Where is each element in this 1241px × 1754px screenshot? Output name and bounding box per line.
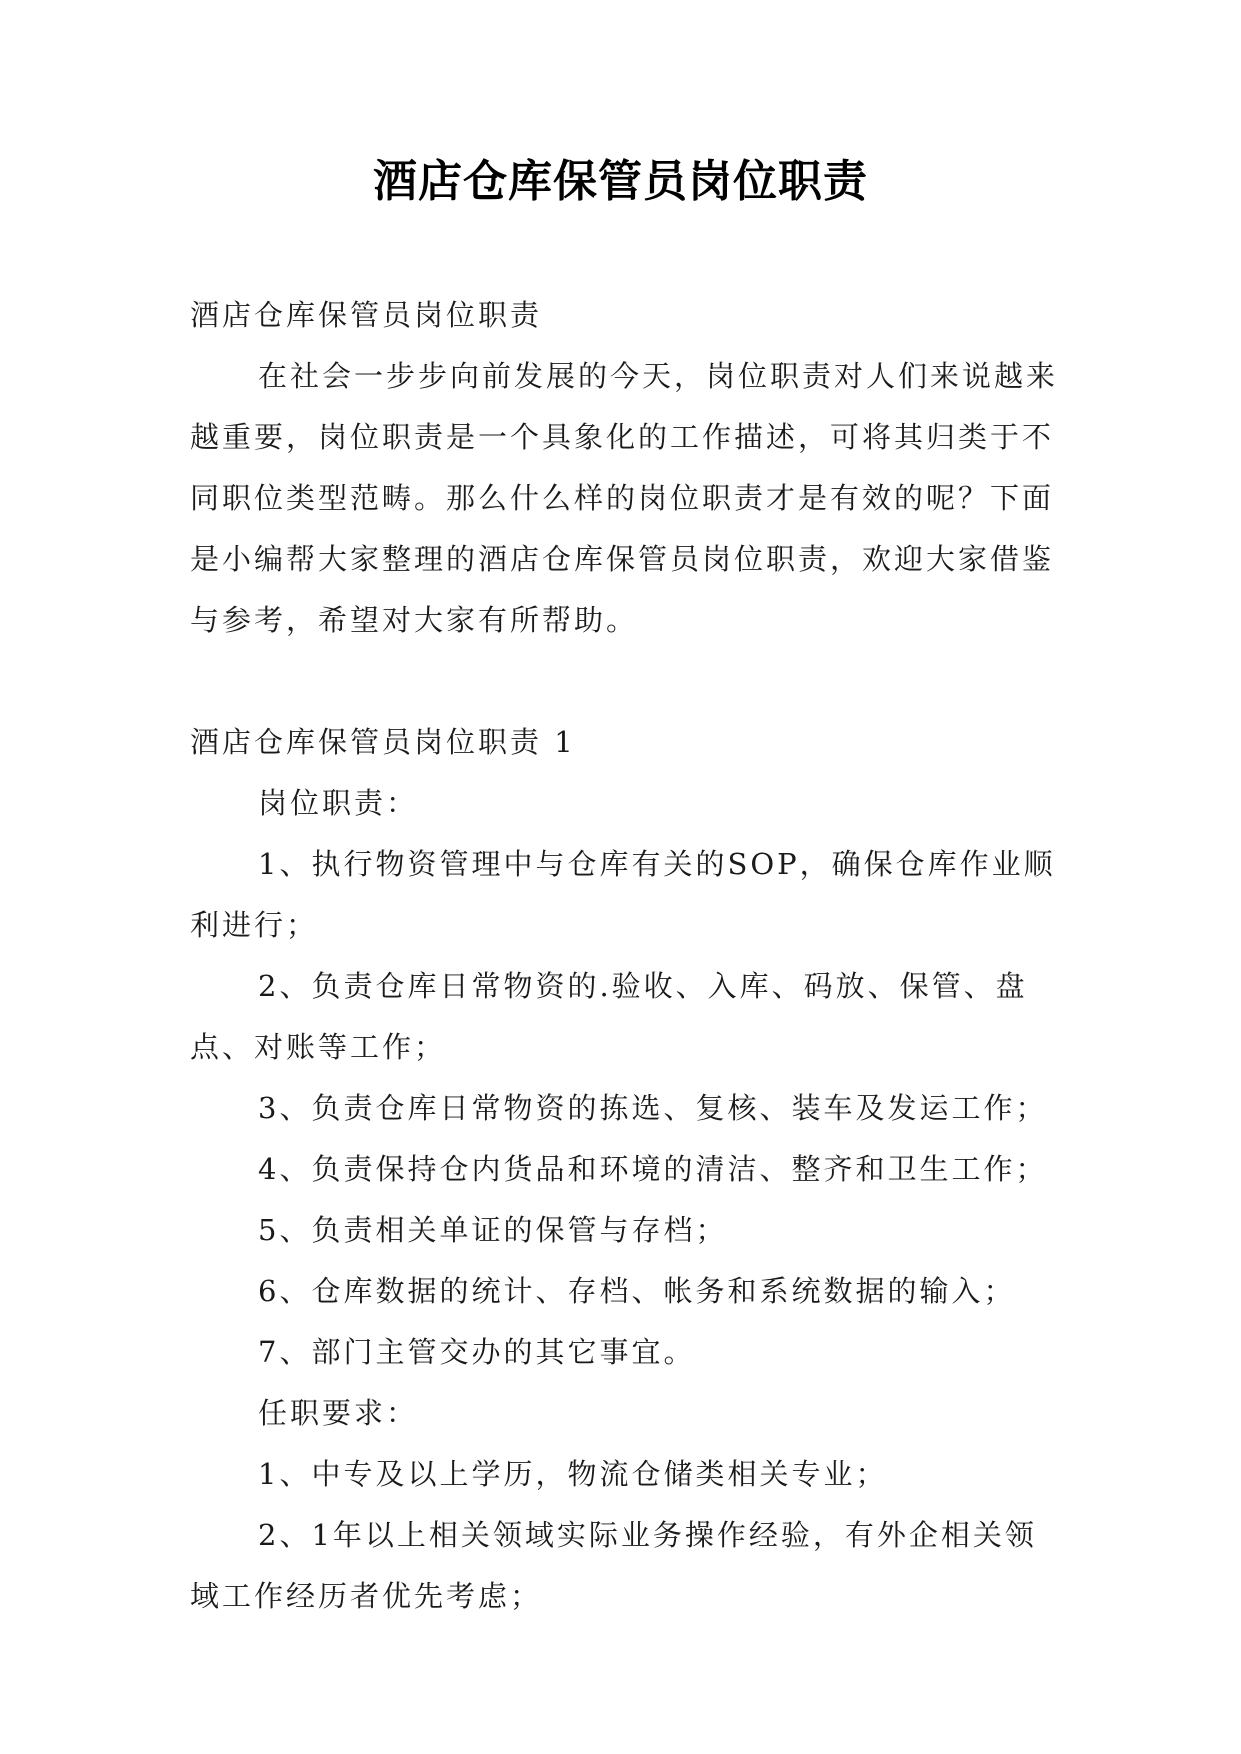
duty-item: 3、负责仓库日常物资的拣选、复核、装车及发运工作； <box>258 1091 1048 1125</box>
section-heading: 酒店仓库保管员岗位职责 1 <box>190 725 576 759</box>
duty-item: 2、负责仓库日常物资的.验收、入库、码放、保管、盘点、对账等工作； <box>190 969 1028 1064</box>
requirement-item: 1、中专及以上学历，物流仓储类相关专业； <box>258 1457 888 1491</box>
section-spacer <box>190 651 1060 712</box>
requirements-label: 任职要求： <box>258 1396 419 1430</box>
document-body <box>190 285 1060 1627</box>
intro-paragraph: 在社会一步步向前发展的今天，岗位职责对人们来说越来越重要，岗位职责是一个具象化的工作描述，可将其归类于不同职位类型范畴。那么什么样的岗位职责才是有效的呢？下面是小编帮大家整理的酒店仓库保管员岗位职责，欢迎大家借鉴与参考，希望对大家有所帮助。 <box>190 359 1059 637</box>
duty-item: 6、仓库数据的统计、存档、帐务和系统数据的输入； <box>258 1274 1016 1308</box>
document-title: 酒店仓库保管员岗位职责 <box>373 156 868 207</box>
requirement-item: 2、1年以上相关领域实际业务操作经验，有外企相关领域工作经历者优先考虑； <box>190 1518 1037 1613</box>
duty-item: 5、负责相关单证的保管与存档； <box>258 1213 728 1247</box>
duty-item: 4、负责保持仓内货品和环境的清洁、整齐和卫生工作； <box>258 1152 1048 1186</box>
duty-item: 1、执行物资管理中与仓库有关的SOP，确保仓库作业顺利进行； <box>190 847 1056 942</box>
duties-label: 岗位职责： <box>258 786 419 820</box>
duty-item: 7、部门主管交办的其它事宜。 <box>258 1335 696 1369</box>
intro-heading: 酒店仓库保管员岗位职责 <box>190 298 543 332</box>
